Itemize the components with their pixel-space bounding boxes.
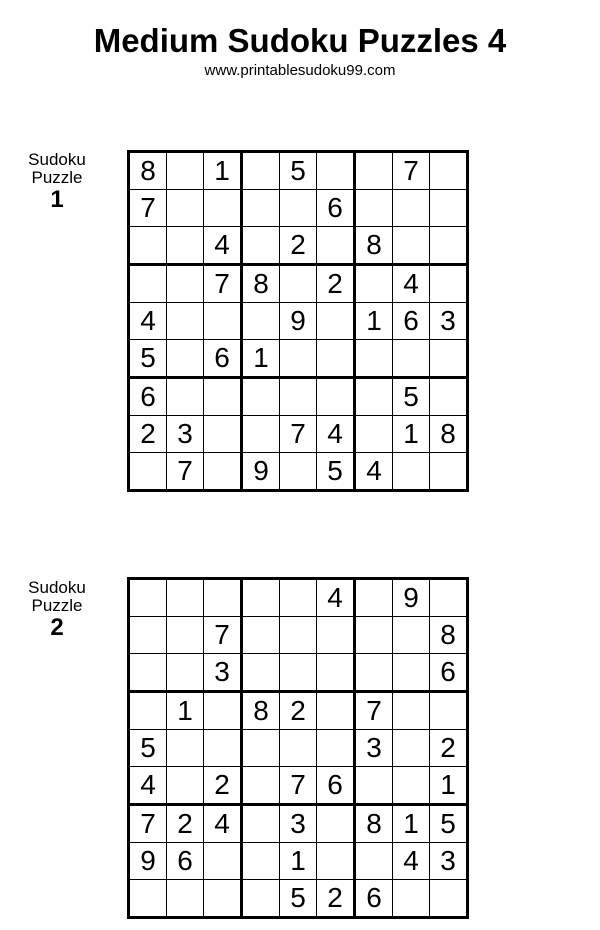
puzzle-2-cell-r1c9 (430, 579, 468, 617)
puzzle-2-cell-r1c7 (355, 579, 393, 617)
puzzle-2-cell-r2c8 (393, 617, 430, 654)
puzzle-2-cell-r5c6 (317, 730, 355, 767)
puzzle-1-cell-r6c1: 5 (129, 340, 167, 378)
puzzle-2-cell-r5c5 (280, 730, 317, 767)
puzzle-2-label (17, 579, 97, 641)
puzzle-1-cell-r5c7: 1 (355, 303, 393, 340)
puzzle-2-cell-r3c4 (242, 654, 280, 692)
puzzle-2-cell-r6c8 (393, 767, 430, 805)
puzzle-1-cell-r4c3: 7 (204, 265, 242, 303)
puzzle-2-cell-r1c5 (280, 579, 317, 617)
puzzle-2-cell-r2c9: 8 (430, 617, 468, 654)
puzzle-2-cell-r5c4 (242, 730, 280, 767)
puzzle-1-cell-r6c5 (280, 340, 317, 378)
puzzle-1-cell-r5c2 (167, 303, 204, 340)
puzzle-2-cell-r8c3 (204, 843, 242, 880)
puzzle-1-cell-r1c5: 5 (280, 152, 317, 190)
puzzle-2-cell-r2c5 (280, 617, 317, 654)
puzzle-1-cell-r8c4 (242, 416, 280, 453)
puzzle-2-number: 2 (50, 614, 64, 641)
puzzle-2-cell-r5c8 (393, 730, 430, 767)
puzzle-1-cell-r4c4: 8 (242, 265, 280, 303)
puzzle-1-label (17, 151, 97, 213)
puzzle-1-cell-r8c3 (204, 416, 242, 453)
puzzle-1-cell-r2c3 (204, 190, 242, 227)
puzzle-2-cell-r1c1 (129, 579, 167, 617)
puzzle-2-cell-r8c8: 4 (393, 843, 430, 880)
puzzle-1-cell-r7c2 (167, 378, 204, 416)
puzzle-2-cell-r6c5: 7 (280, 767, 317, 805)
puzzle-1-number: 1 (50, 186, 64, 213)
puzzle-2-cell-r5c7: 3 (355, 730, 393, 767)
puzzle-1-cell-r3c4 (242, 227, 280, 265)
puzzle-1-cell-r8c2: 3 (167, 416, 204, 453)
puzzle-1-cell-r6c8 (393, 340, 430, 378)
puzzle-2-cell-r9c9 (430, 880, 468, 918)
puzzle-1-cell-r2c2 (167, 190, 204, 227)
puzzle-2-label-word-2: Puzzle (31, 596, 83, 615)
puzzle-1-cell-r3c2 (167, 227, 204, 265)
site-url: www.printablesudoku99.com (204, 62, 396, 79)
puzzle-2-cell-r4c8 (393, 692, 430, 730)
puzzle-2-cell-r6c2 (167, 767, 204, 805)
puzzle-2-cell-r2c7 (355, 617, 393, 654)
puzzle-1-cell-r9c9 (430, 453, 468, 491)
puzzle-1-cell-r2c6: 6 (317, 190, 355, 227)
puzzle-1-cell-r9c1 (129, 453, 167, 491)
puzzle-2-cell-r7c1: 7 (129, 805, 167, 843)
puzzle-1-cell-r1c7 (355, 152, 393, 190)
puzzle-1-cell-r1c9 (430, 152, 468, 190)
puzzle-1-cell-r1c1: 8 (129, 152, 167, 190)
puzzle-1-cell-r7c4 (242, 378, 280, 416)
puzzle-2-cell-r7c6 (317, 805, 355, 843)
puzzle-2-cell-r3c6 (317, 654, 355, 692)
puzzle-1-cell-r7c1: 6 (129, 378, 167, 416)
puzzle-2-cell-r4c7: 7 (355, 692, 393, 730)
puzzle-2-cell-r3c5 (280, 654, 317, 692)
sudoku-grid-2 (127, 577, 469, 919)
page-title: Medium Sudoku Puzzles 4 (93, 22, 507, 59)
puzzle-2-cell-r6c7 (355, 767, 393, 805)
puzzle-2-cell-r8c2: 6 (167, 843, 204, 880)
puzzle-2-cell-r6c4 (242, 767, 280, 805)
puzzle-2-cell-r2c2 (167, 617, 204, 654)
puzzle-1-cell-r3c5: 2 (280, 227, 317, 265)
puzzle-1-cell-r1c8: 7 (393, 152, 430, 190)
puzzle-2-cell-r5c2 (167, 730, 204, 767)
puzzle-1-cell-r4c6: 2 (317, 265, 355, 303)
puzzle-2-cell-r7c5: 3 (280, 805, 317, 843)
puzzle-1-cell-r8c9: 8 (430, 416, 468, 453)
puzzle-2-cell-r8c5: 1 (280, 843, 317, 880)
puzzle-1-cell-r6c2 (167, 340, 204, 378)
puzzle-2-cell-r1c2 (167, 579, 204, 617)
puzzle-1-label-word-2: Puzzle (31, 168, 83, 187)
puzzle-2-cell-r8c4 (242, 843, 280, 880)
puzzle-2-cell-r7c2: 2 (167, 805, 204, 843)
puzzle-2-cell-r6c1: 4 (129, 767, 167, 805)
puzzle-2-cell-r9c6: 2 (317, 880, 355, 918)
puzzle-1-cell-r4c9 (430, 265, 468, 303)
puzzle-1-cell-r8c6: 4 (317, 416, 355, 453)
puzzle-1-cell-r2c4 (242, 190, 280, 227)
puzzle-2-cell-r9c4 (242, 880, 280, 918)
puzzle-1-cell-r2c1: 7 (129, 190, 167, 227)
puzzle-1-cell-r6c7 (355, 340, 393, 378)
puzzle-2-cell-r5c9: 2 (430, 730, 468, 767)
puzzle-1-cell-r4c7 (355, 265, 393, 303)
puzzle-2-cell-r1c4 (242, 579, 280, 617)
puzzle-1-cell-r7c5 (280, 378, 317, 416)
puzzle-1-cell-r8c7 (355, 416, 393, 453)
puzzle-1-cell-r6c6 (317, 340, 355, 378)
puzzle-2-cell-r9c2 (167, 880, 204, 918)
puzzle-1-cell-r9c8 (393, 453, 430, 491)
puzzle-2-cell-r7c9: 5 (430, 805, 468, 843)
puzzle-2-label-word-1: Sudoku (28, 578, 86, 597)
puzzle-1-cell-r5c6 (317, 303, 355, 340)
puzzle-1-cell-r1c4 (242, 152, 280, 190)
puzzle-2-cell-r9c3 (204, 880, 242, 918)
puzzle-1-cell-r8c1: 2 (129, 416, 167, 453)
puzzle-2-cell-r5c1: 5 (129, 730, 167, 767)
puzzle-1-cell-r3c9 (430, 227, 468, 265)
puzzle-2-cell-r1c8: 9 (393, 579, 430, 617)
puzzle-1-cell-r8c8: 1 (393, 416, 430, 453)
puzzle-1-cell-r3c7: 8 (355, 227, 393, 265)
puzzle-1-cell-r3c1 (129, 227, 167, 265)
puzzle-2-cell-r8c6 (317, 843, 355, 880)
puzzle-2-cell-r9c7: 6 (355, 880, 393, 918)
puzzle-1-cell-r7c9 (430, 378, 468, 416)
puzzle-2-cell-r4c9 (430, 692, 468, 730)
puzzle-2-cell-r7c7: 8 (355, 805, 393, 843)
puzzle-2-cell-r4c1 (129, 692, 167, 730)
puzzle-1-cell-r5c8: 6 (393, 303, 430, 340)
puzzle-2-cell-r2c3: 7 (204, 617, 242, 654)
puzzle-2-cell-r8c9: 3 (430, 843, 468, 880)
puzzle-1-cell-r5c3 (204, 303, 242, 340)
puzzle-1-cell-r9c3 (204, 453, 242, 491)
sudoku-grid-1 (127, 150, 469, 492)
puzzle-1-cell-r7c7 (355, 378, 393, 416)
puzzle-2-cell-r2c4 (242, 617, 280, 654)
puzzle-1-cell-r8c5: 7 (280, 416, 317, 453)
puzzle-1-cell-r7c6 (317, 378, 355, 416)
puzzle-2-cell-r3c7 (355, 654, 393, 692)
puzzle-2-cell-r4c5: 2 (280, 692, 317, 730)
puzzle-2-cell-r8c7 (355, 843, 393, 880)
puzzle-2-cell-r5c3 (204, 730, 242, 767)
puzzle-1-cell-r6c4: 1 (242, 340, 280, 378)
puzzle-2-cell-r1c3 (204, 579, 242, 617)
puzzle-1-cell-r9c7: 4 (355, 453, 393, 491)
puzzle-1-cell-r9c2: 7 (167, 453, 204, 491)
puzzle-2-cell-r2c6 (317, 617, 355, 654)
puzzle-1-cell-r5c4 (242, 303, 280, 340)
puzzle-1-cell-r6c3: 6 (204, 340, 242, 378)
puzzle-2-cell-r4c4: 8 (242, 692, 280, 730)
puzzle-1-cell-r3c3: 4 (204, 227, 242, 265)
puzzle-1-cell-r4c5 (280, 265, 317, 303)
puzzle-2-cell-r4c6 (317, 692, 355, 730)
puzzle-1-cell-r1c6 (317, 152, 355, 190)
puzzle-1-cell-r2c5 (280, 190, 317, 227)
puzzle-1-cell-r1c2 (167, 152, 204, 190)
puzzle-1-cell-r4c2 (167, 265, 204, 303)
puzzle-1-cell-r6c9 (430, 340, 468, 378)
puzzle-2-cell-r9c5: 5 (280, 880, 317, 918)
puzzle-1-cell-r5c5: 9 (280, 303, 317, 340)
puzzle-1-cell-r9c5 (280, 453, 317, 491)
puzzle-1-cell-r3c6 (317, 227, 355, 265)
puzzle-1-cell-r4c1 (129, 265, 167, 303)
puzzle-1-cell-r1c3: 1 (204, 152, 242, 190)
puzzle-2-cell-r6c3: 2 (204, 767, 242, 805)
puzzle-1-cell-r9c4: 9 (242, 453, 280, 491)
puzzle-2-cell-r4c3 (204, 692, 242, 730)
puzzle-1-cell-r2c7 (355, 190, 393, 227)
puzzle-2-cell-r3c1 (129, 654, 167, 692)
puzzle-1-cell-r2c9 (430, 190, 468, 227)
puzzle-1-cell-r7c3 (204, 378, 242, 416)
puzzle-1-cell-r3c8 (393, 227, 430, 265)
puzzle-2-cell-r3c2 (167, 654, 204, 692)
puzzle-1-cell-r5c9: 3 (430, 303, 468, 340)
puzzle-1-label-word-1: Sudoku (28, 150, 86, 169)
puzzle-1-cell-r9c6: 5 (317, 453, 355, 491)
puzzle-2-cell-r7c8: 1 (393, 805, 430, 843)
puzzle-2-cell-r1c6: 4 (317, 579, 355, 617)
puzzle-2-cell-r9c8 (393, 880, 430, 918)
puzzle-2-cell-r3c8 (393, 654, 430, 692)
puzzle-2-cell-r7c4 (242, 805, 280, 843)
puzzle-2-cell-r3c9: 6 (430, 654, 468, 692)
puzzle-2-cell-r6c9: 1 (430, 767, 468, 805)
puzzle-1-cell-r4c8: 4 (393, 265, 430, 303)
puzzle-2-cell-r7c3: 4 (204, 805, 242, 843)
puzzle-2-cell-r6c6: 6 (317, 767, 355, 805)
puzzle-1-cell-r7c8: 5 (393, 378, 430, 416)
puzzle-2-cell-r9c1 (129, 880, 167, 918)
puzzle-1-cell-r2c8 (393, 190, 430, 227)
puzzle-1-cell-r5c1: 4 (129, 303, 167, 340)
puzzle-2-cell-r4c2: 1 (167, 692, 204, 730)
puzzle-2-cell-r2c1 (129, 617, 167, 654)
puzzle-2-cell-r8c1: 9 (129, 843, 167, 880)
puzzle-2-cell-r3c3: 3 (204, 654, 242, 692)
